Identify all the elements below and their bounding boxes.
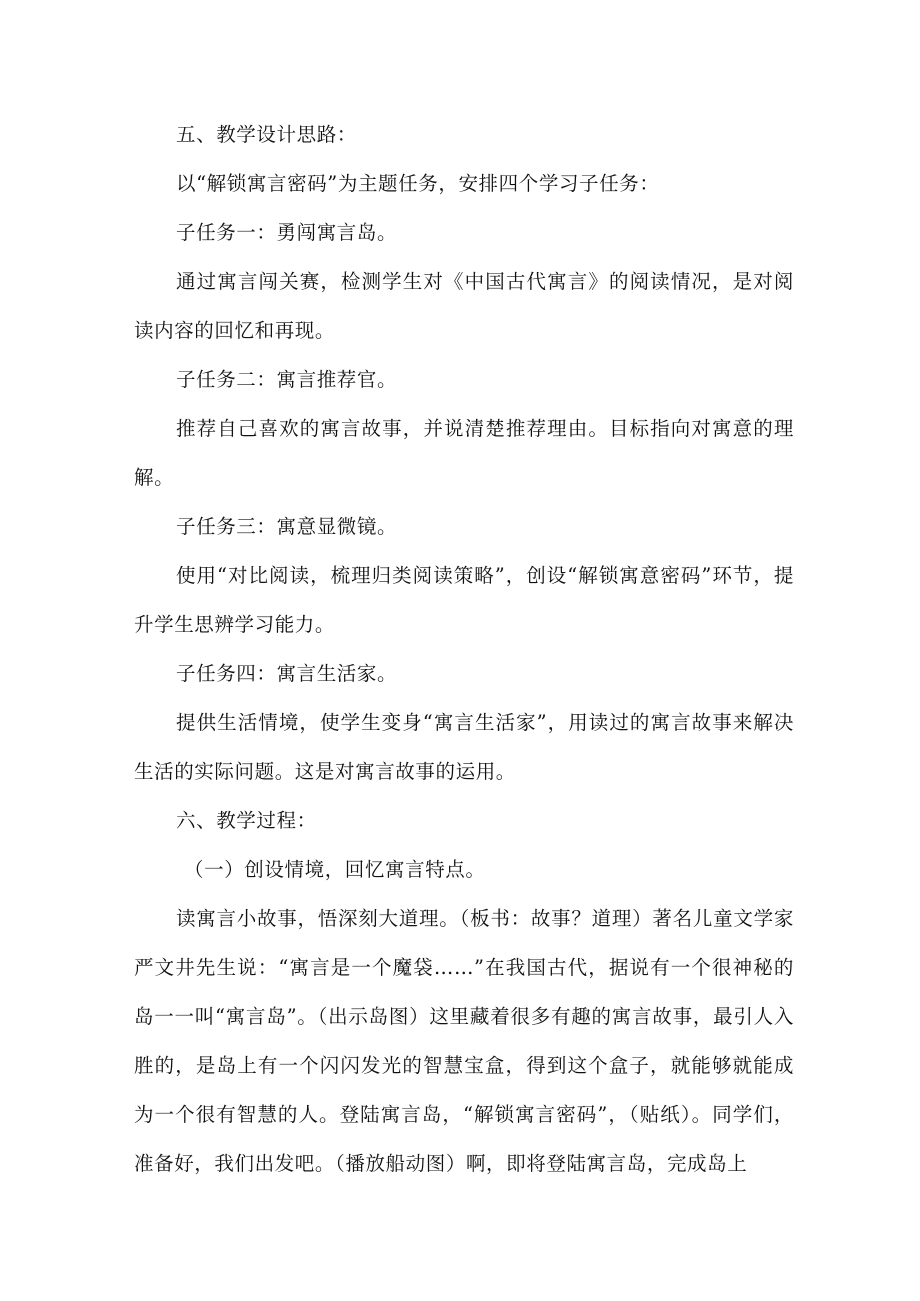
section-heading-design: 五、教学设计思路： bbox=[176, 123, 357, 146]
subtask-4-description: 提供生活情境，使学生变身“寓言生活家”，用读过的寓言故事来解决生活的实际问题。这是对寓言故事的运用。 bbox=[134, 711, 794, 783]
paragraph-theme-task: 以“解锁寓言密码”为主题任务，安排四个学习子任务： bbox=[176, 172, 660, 195]
document-body bbox=[134, 110, 794, 1188]
section-heading-process: 六、教学过程： bbox=[176, 809, 317, 832]
subtask-1-title: 子任务一：勇闯寓言岛。 bbox=[176, 221, 398, 244]
subtask-1-description: 通过寓言闯关赛，检测学生对《中国古代寓言》的阅读情况，是对阅读内容的回忆和再现。 bbox=[134, 270, 794, 342]
subtask-3-description: 使用“对比阅读，梳理归类阅读策略”，创设“解锁寓意密码”环节，提升学生思辨学习能力。 bbox=[134, 564, 794, 636]
process-step-1-title: （一）创设情境，回忆寓言特点。 bbox=[184, 858, 486, 881]
process-step-1-body: 读寓言小故事，悟深刻大道理。（板书：故事？道理）著名儿童文学家严文井先生说：“寓言是一个魔袋……”在我国古代，据说有一个很神秘的岛一一叫“寓言岛”。（出示岛图）这里藏着很多有趣的寓言故事，最引人入胜的，是岛上有一个闪闪发光的智慧宝盒，得到这个盒子，就能够就能成为一个很有智慧的人。登陆寓言岛，“解锁寓言密码”，（贴纸）。同学们，准备好，我们出发吧。（播放船动图）啊，即将登陆寓言岛，完成岛上 bbox=[134, 907, 794, 1175]
subtask-3-title: 子任务三：寓意显微镜。 bbox=[176, 515, 398, 538]
subtask-4-title: 子任务四：寓言生活家。 bbox=[176, 662, 398, 685]
subtask-2-title: 子任务二：寓言推荐官。 bbox=[176, 368, 398, 391]
subtask-2-description: 推荐自己喜欢的寓言故事，并说清楚推荐理由。目标指向对寓意的理解。 bbox=[134, 417, 794, 489]
